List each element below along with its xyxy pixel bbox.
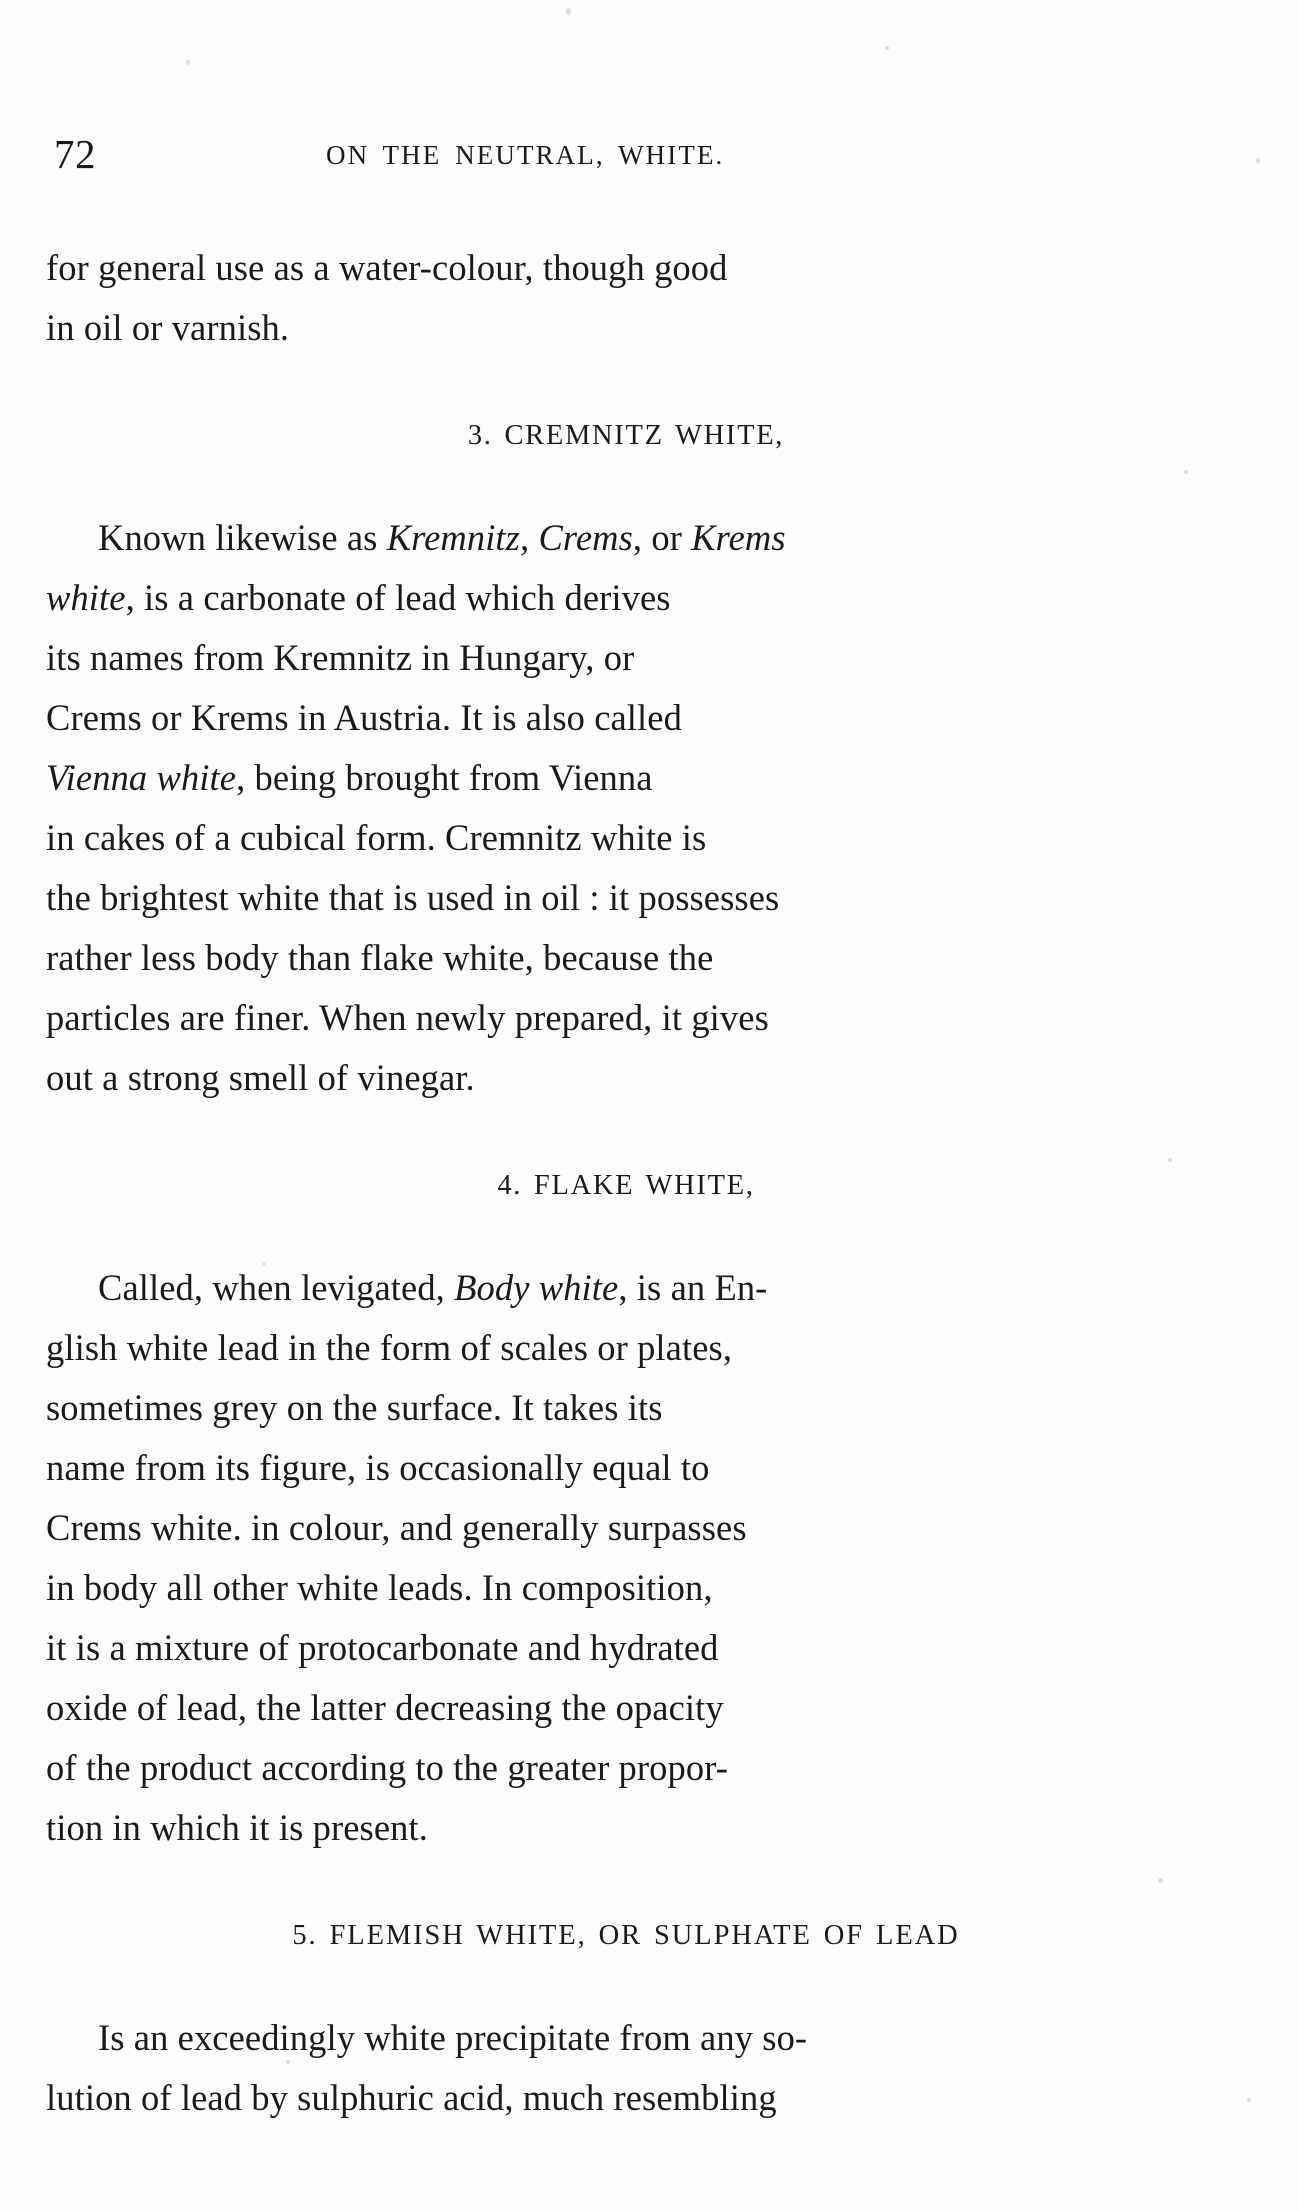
text-line xyxy=(46,1798,1206,1858)
line-text: , being brought from Vienna xyxy=(236,757,653,798)
running-head: ON THE NEUTRAL, WHITE. xyxy=(326,140,725,170)
text-line xyxy=(46,688,1206,748)
text-line xyxy=(46,1558,1206,1618)
text-line xyxy=(46,2008,1206,2068)
line-text: it is a mixture of protocarbonate and hydrated xyxy=(46,1627,719,1668)
paragraph-flemish xyxy=(46,2008,1206,2128)
scan-speck xyxy=(1247,2098,1251,2102)
line-text: , is an En- xyxy=(618,1267,768,1308)
heading-cremnitz-white: 3. CREMNITZ WHITE, xyxy=(467,420,785,451)
text-line xyxy=(46,508,1206,568)
text-line xyxy=(46,628,1206,688)
text-line xyxy=(46,1618,1206,1678)
line-text: , is a carbonate of lead which derives xyxy=(125,577,671,618)
line-text-italic: Kremnitz, xyxy=(386,517,530,558)
text-line xyxy=(46,1048,1206,1108)
text-line xyxy=(46,298,1206,358)
paragraph-continued xyxy=(46,238,1206,358)
text-line xyxy=(46,1678,1206,1738)
line-text: in oil or varnish. xyxy=(46,307,290,348)
line-text-italic: white xyxy=(46,577,126,618)
line-text: its names from Kremnitz in Hungary, or xyxy=(46,637,635,678)
line-text-italic: Vienna white xyxy=(46,757,237,798)
line-text: rather less body than flake white, because the xyxy=(46,937,714,978)
page-header xyxy=(46,131,1206,198)
line-text: the brightest white that is used in oil : it possesses xyxy=(46,877,780,918)
page-number: 72 xyxy=(54,131,96,177)
text-line xyxy=(46,748,1206,808)
line-text-italic: Crems xyxy=(538,517,633,558)
page-content xyxy=(46,0,1206,2128)
text-line xyxy=(46,1498,1206,1558)
line-text: glish white lead in the form of scales or plates, xyxy=(46,1327,733,1368)
line-text: Is an exceedingly white precipitate from any so- xyxy=(98,2017,808,2058)
body-text xyxy=(46,238,1206,2128)
line-text: Crems white. in colour, and generally surpasses xyxy=(46,1507,747,1548)
line-text: Known likewise as xyxy=(98,517,387,558)
heading-flake-white: 4. FLAKE WHITE, xyxy=(497,1170,755,1201)
line-text: Called, when levigated, xyxy=(98,1267,455,1308)
paragraph-flake xyxy=(46,1258,1206,1858)
paragraph-cremnitz xyxy=(46,508,1206,1108)
line-text: in body all other white leads. In composition, xyxy=(46,1567,713,1608)
scan-speck xyxy=(1256,158,1260,163)
line-text: particles are finer. When newly prepared, it gives xyxy=(46,997,769,1038)
text-line xyxy=(46,1378,1206,1438)
heading-flemish-white: 5. FLEMISH WHITE, OR SULPHATE OF LEAD xyxy=(292,1920,960,1951)
text-line xyxy=(46,868,1206,928)
text-line xyxy=(46,568,1206,628)
line-text: tion in which it is present. xyxy=(46,1807,428,1848)
text-line xyxy=(46,1438,1206,1498)
text-line xyxy=(46,1258,1206,1318)
line-text: of the product according to the greater propor- xyxy=(46,1747,728,1788)
line-text: for general use as a water-colour, though good xyxy=(46,247,728,288)
line-text: , or xyxy=(632,517,692,558)
text-line xyxy=(46,988,1206,1048)
text-line xyxy=(46,1318,1206,1378)
line-text: Crems or Krems in Austria. It is also called xyxy=(46,697,682,738)
text-line xyxy=(46,238,1206,298)
text-line xyxy=(46,928,1206,988)
line-text: name from its figure, is occasionally equal to xyxy=(46,1447,710,1488)
line-text-italic: Body white xyxy=(454,1267,619,1308)
line-text-italic: Krems xyxy=(691,517,786,558)
line-text: oxide of lead, the latter decreasing the opacity xyxy=(46,1687,724,1728)
line-text: out a strong smell of vinegar. xyxy=(46,1057,475,1098)
text-line xyxy=(46,808,1206,868)
line-text: in cakes of a cubical form. Cremnitz white is xyxy=(46,817,707,858)
line-text: sometimes grey on the surface. It takes its xyxy=(46,1387,663,1428)
line-text: lution of lead by sulphuric acid, much resembling xyxy=(46,2077,777,2118)
text-line xyxy=(46,1738,1206,1798)
text-line xyxy=(46,2068,1206,2128)
